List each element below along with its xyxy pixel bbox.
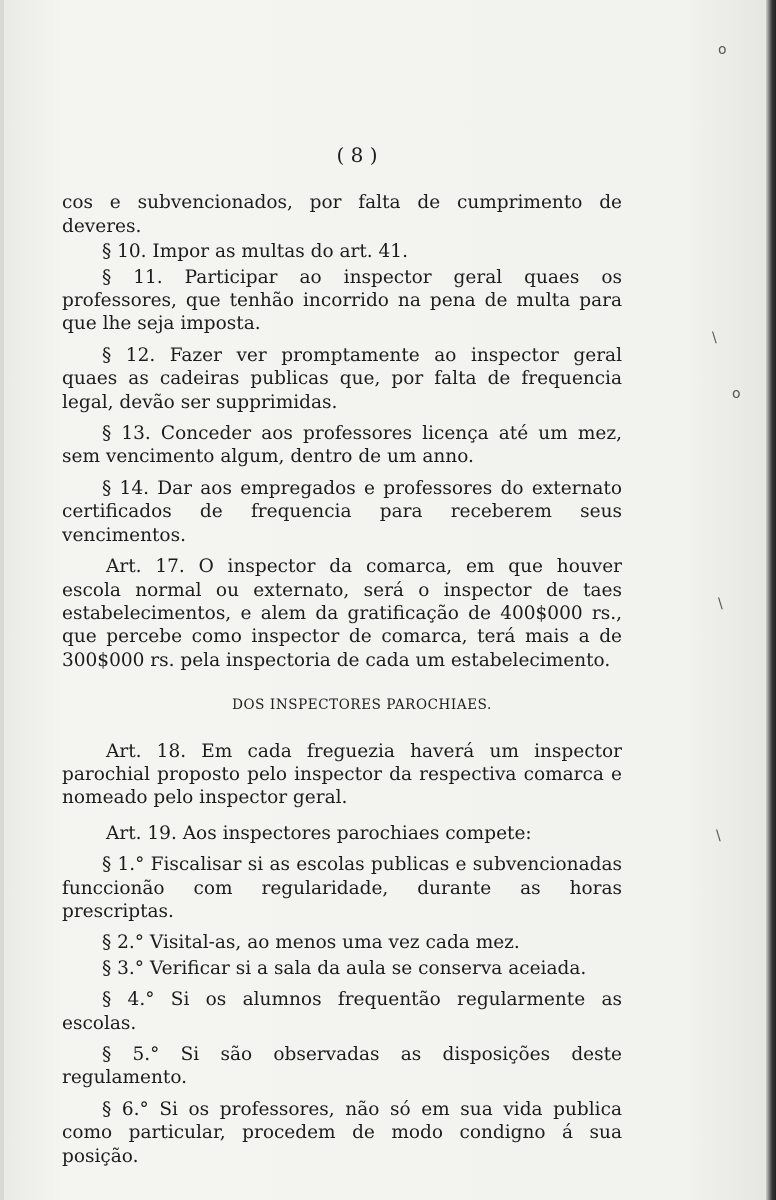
paragraph: § 2.° Visital-as, ao menos uma vez cada mez.	[102, 932, 520, 954]
article-paragraph: Art. 18. Em cada freguezia haverá um inspector parochial proposto pelo inspector da respectiva comarca e nomeado pelo inspector geral.	[62, 740, 622, 809]
article-paragraph: Art. 19. Aos inspectores parochiaes compete:	[106, 822, 532, 844]
paragraph: § 3.° Verificar si a sala da aula se conserva aceiada.	[102, 957, 587, 979]
page-binding-edge	[766, 0, 776, 1200]
paragraph: § 11. Participar ao inspector geral quaes os professores, que tenhão incorrido na pena de multa para que lhe seja imposta.	[62, 266, 622, 335]
page-left-edge	[0, 0, 4, 1200]
paragraph: § 5.° Si são observadas as disposições deste regulamento.	[62, 1044, 622, 1089]
margin-mark: \	[716, 828, 721, 844]
margin-mark: \	[718, 596, 723, 612]
paragraph: § 13. Conceder aos professores licença até um mez, sem vencimento algum, dentro de um anno.	[62, 423, 622, 468]
page-text	[62, 144, 622, 1170]
article-paragraph: Art. 17. O inspector da comarca, em que houver escola normal ou externato, será o inspector de taes estabelecimentos, e alem da gratificação de 400$000 rs., que percebe como inspector de comarca, terá mais a de 300$000 rs. pela inspectoria de cada um estabelecimento.	[62, 556, 622, 671]
paragraph: § 1.° Fiscalisar si as escolas publicas e subvencionadas funccionão com regularidade, durante as horas prescriptas.	[62, 854, 622, 922]
page-number: ( 8 )	[336, 143, 378, 167]
section-heading: DOS INSPECTORES PAROCHIAES.	[232, 697, 492, 714]
margin-mark: \	[712, 330, 717, 346]
paragraph: cos e subvencionados, por falta de cumprimento de deveres.	[62, 192, 622, 237]
paragraph: § 6.° Si os professores, não só em sua vida publica como particular, procedem de modo condigno á sua posição.	[62, 1098, 622, 1167]
paragraph: § 10. Impor as multas do art. 41.	[102, 241, 408, 263]
paragraph: § 14. Dar aos empregados e professores do externato certificados de frequencia para receberem seus vencimentos.	[62, 477, 622, 546]
paragraph: § 12. Fazer ver promptamente ao inspector geral quaes as cadeiras publicas que, por falta de frequencia legal, devão ser supprimidas.	[62, 344, 622, 413]
paragraph: § 4.° Si os alumnos frequentão regularmente as escolas.	[62, 989, 622, 1034]
margin-mark: o	[718, 42, 727, 58]
margin-mark: o	[732, 386, 741, 402]
